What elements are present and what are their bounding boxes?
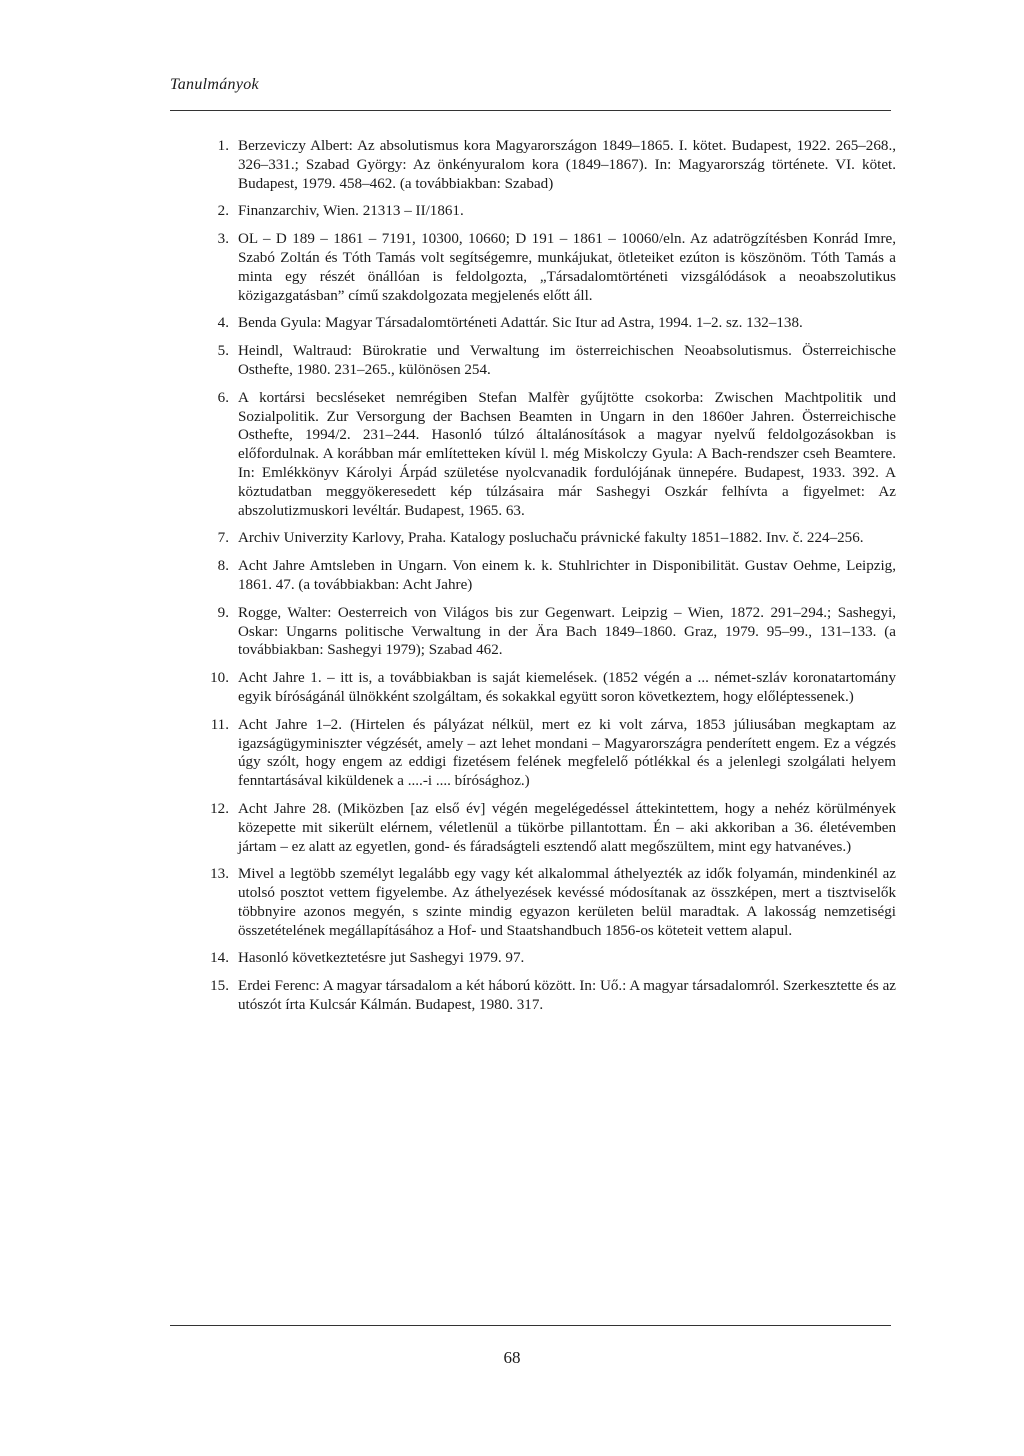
- endnote-text: Benda Gyula: Magyar Társadalomtörténeti Adattár. Sic Itur ad Astra, 1994. 1–2. sz. 132–138.: [238, 315, 803, 332]
- endnote-text: Finanzarchiv, Wien. 21313 – II/1861.: [238, 203, 464, 220]
- running-head: Tanulmányok: [170, 76, 259, 93]
- endnote-text: Mivel a legtöbb személyt legalább egy vagy két alkalommal áthelyezték az idők folyamán, mindenkinél az utolsó posztot vettem figyelembe. Az áthelyezések kevéssé módosítanak az összképen, mert a tisztviselők többnyire azonos megyén, s szinte mindig egyazon kerületen belül maradtak. A lakosság nemzetiségi összetételének megállapításához a Hof- und Staatshandbuch 1856-os köteteit vettem alapul.: [238, 866, 896, 939]
- endnote-5: [217, 342, 896, 380]
- endnote-number: 13.: [210, 866, 229, 883]
- endnote-number: 9.: [217, 604, 229, 621]
- endnote-text: Erdei Ferenc: A magyar társadalom a két háború között. In: Uő.: A magyar társadalomról. Szerkesztette és az utószót írta Kulcsár Kálmán. Budapest, 1980. 317.: [238, 978, 896, 1014]
- endnote-number: 1.: [217, 138, 229, 154]
- endnote-12: [210, 800, 896, 856]
- endnotes-list: [210, 137, 896, 1024]
- endnote-15: [210, 977, 896, 1015]
- footer-rule: [170, 1325, 891, 1326]
- endnote-text: Hasonló következtetésre jut Sashegyi 1979. 97.: [238, 950, 525, 967]
- endnote-14: [210, 949, 896, 968]
- endnote-number: 3.: [217, 231, 229, 248]
- endnote-11: [210, 716, 896, 791]
- endnote-text: Acht Jahre 28. (Miközben [az első év] végén megelégedéssel áttekintettem, hogy a nehéz körülmények közepette mit sikerült elérnem, véletlenül a tükörbe pillantottam. Én – aki akkoriban a 36. életévemben jártam – ez alatt az egyetlen, gond- és fáradságteli esztendő alatt megőszültem, mint egy hatvanéves.): [238, 800, 896, 855]
- endnote-3: [217, 230, 896, 305]
- endnote-number: 11.: [210, 716, 229, 733]
- header-rule: [170, 110, 891, 111]
- endnote-text: OL – D 189 – 1861 – 7191, 10300, 10660; D 191 – 1861 – 10060/eln. Az adatrögzítésben Konrád Imre, Szabó Zoltán és Tóth Tamás volt segítségemre, munkájukat, ötleteiket ezúton is köszönöm. Tóth Tamás a minta egy részét önállóan is feldolgozta, „Társadalomtörténeti vizsgálódások a neoabszolutikus közigazgatásban” című szakdolgozata megjelenés előtt áll.: [238, 231, 896, 304]
- page-number: 68: [503, 1348, 521, 1367]
- endnote-text: Berzeviczy Albert: Az absolutismus kora Magyarországon 1849–1865. I. kötet. Budapest, 1922. 265–268., 326–331.; Szabad György: Az önkényuralom kora (1849–1867). In: Magyarország története. VI. kötet. Budapest, 1979. 458–462. (a továbbiakban: Szabad): [238, 138, 896, 192]
- endnote-number: 4.: [217, 315, 229, 332]
- endnote-7: [217, 529, 896, 548]
- endnote-number: 8.: [217, 558, 229, 575]
- endnote-text: Acht Jahre Amtsleben in Ungarn. Von einem k. k. Stuhlrichter in Disponibilität. Gustav Oehme, Leipzig, 1861. 47. (a továbbiakban: Acht Jahre): [238, 558, 896, 593]
- endnote-text: Acht Jahre 1–2. (Hirtelen és pályázat nélkül, mert ez ki volt zárva, 1853 júliusában megkaptam az igazságügyminiszter végzését, amely – azt lehet mondani – Magyarországra penderített engem. Ez a végzés úgy szólt, hogy engem az eddigi fizetésem felének megfelelő pótlékkal és a jelenlegi szolgálati helyem fenntartásával kiküldenek a ....-i .... bírósághoz.): [238, 716, 896, 790]
- endnote-4: [217, 314, 896, 333]
- endnote-text: Archiv Univerzity Karlovy, Praha. Katalogy posluchaču právnické fakulty 1851–1882. Inv. č. 224–256.: [238, 530, 864, 547]
- endnote-number: 5.: [217, 343, 229, 360]
- endnote-number: 12.: [210, 800, 229, 817]
- endnote-1: [217, 137, 896, 193]
- endnote-text: Rogge, Walter: Oesterreich von Világos bis zur Gegenwart. Leipzig – Wien, 1872. 291–294.; Sashegyi, Oskar: Ungarns politische Verwaltung in der Ära Bach 1849–1860. Graz, 1979. 95–99., 131–133. (a továbbiakban: Sashegyi 1979); Szabad 462.: [238, 604, 896, 659]
- endnote-number: 7.: [217, 530, 229, 547]
- endnote-text: Heindl, Waltraud: Bürokratie und Verwaltung im österreichischen Neoabsolutismus. Österreichische Osthefte, 1980. 231–265., különösen 254.: [238, 343, 896, 378]
- endnote-number: 6.: [217, 389, 229, 406]
- endnote-9: [217, 604, 896, 660]
- endnote-text: A kortársi becsléseket nemrégiben Stefan Malfèr gyűjtötte csokorba: Zwischen Machtpolitik und Sozialpolitik. Zur Versorgung der Bachsen Beamten in Ungarn in den 1860er Jahren. Österreichische Osthefte, 1994/2. 231–244. Hasonló túlzó általánosítások a magyar nyelvű feldolgozásokban is előfordulnak. A korábban már említetteken kívül l. még Miskolczy Gyula: A Bach-rendszer cseh Beamtere. In: Emlékkönyv Károlyi Árpád születése nyolcvanadik fordulójának ünnepére. Budapest, 1933. 392. A köztudatban meggyökeresedett kép túlzásaira már Sashegyi Oszkár felhívta a figyelmet: Az abszolutizmuskori levéltár. Budapest, 1965. 63.: [238, 389, 896, 519]
- endnote-number: 10.: [210, 670, 229, 687]
- endnote-text: Acht Jahre 1. – itt is, a továbbiakban is saját kiemelések. (1852 végén a ... német-szláv koronatartomány egyik bíróságánál ülnökként szolgáltam, és sokakkal együtt soron következtem, hogy előléptessenek.): [238, 670, 896, 705]
- endnote-number: 15.: [210, 978, 229, 995]
- endnote-number: 2.: [217, 203, 229, 220]
- endnote-6: [217, 389, 896, 521]
- endnote-10: [210, 669, 896, 707]
- endnote-number: 14.: [210, 950, 229, 967]
- endnote-8: [217, 557, 896, 595]
- endnote-2: [217, 202, 896, 221]
- endnote-13: [210, 865, 896, 940]
